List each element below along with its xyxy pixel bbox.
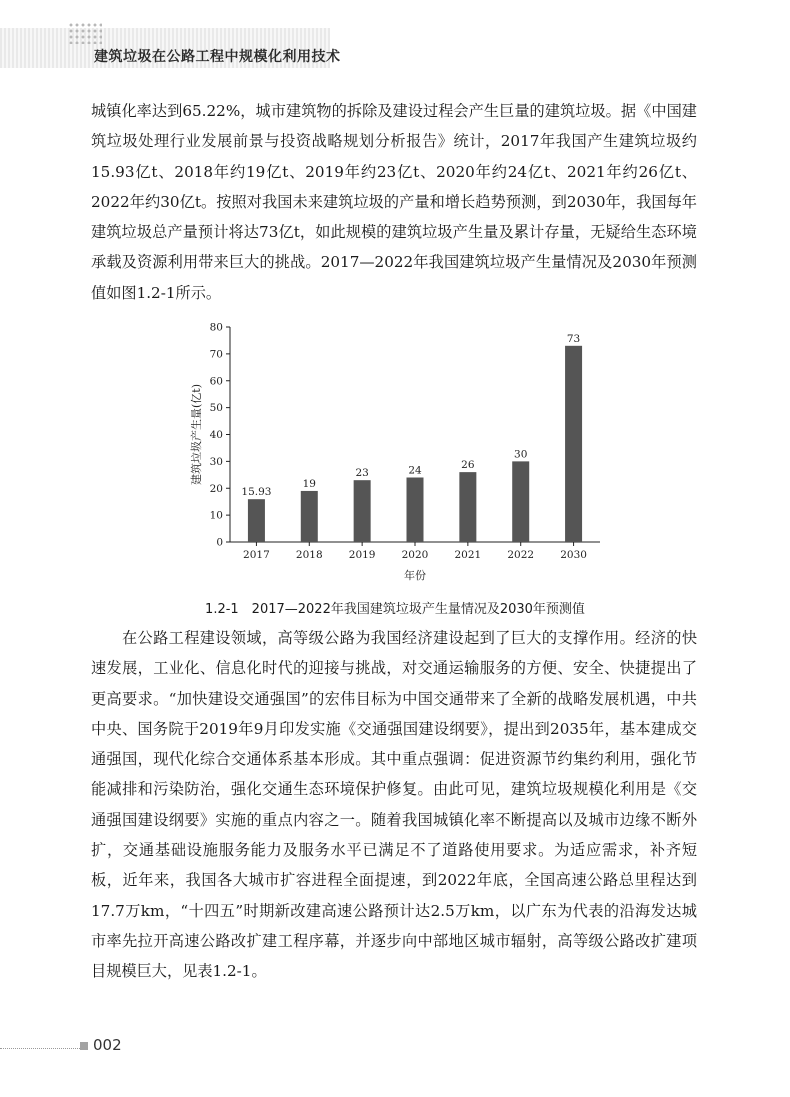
y-axis-title: 建筑垃圾产生量(亿t) [190,383,203,486]
bar-2017 [248,499,265,542]
x-axis-title: 年份 [404,569,426,582]
x-tick-label-2020: 2020 [401,549,429,561]
x-tick-label-2022: 2022 [507,549,535,561]
y-tick-label: 30 [209,455,223,468]
data-label-2019: 23 [355,467,369,480]
x-tick-label-2019: 2019 [348,549,376,561]
data-label-2021: 26 [461,459,475,472]
x-tick-label-2021: 2021 [454,549,482,561]
bar-chart [180,315,610,585]
header-dot-pattern [68,22,102,44]
data-label-2020: 24 [408,464,422,477]
data-label-2017: 15.93 [241,486,272,499]
bar-2022 [512,461,529,542]
bar-2021 [459,472,476,542]
body-paragraph-1: 城镇化率达到65.22%，城市建筑物的拆除及建设过程会产生巨量的建筑垃圾。据《中国建筑垃圾处理行业发展前景与投资战略规划分析报告》统计，2017年我国产生建筑垃圾约15.93亿t、2018年约19亿t、2019年约23亿t、2020年约24亿t、2021年约26亿t、2022年约30亿t。按照对我国未来建筑垃圾的产量和增长趋势预测，到2030年，我国每年建筑垃圾总产量预计将达73亿t，如此规模的建筑垃圾产生量及累计存量，无疑给生态环境承载及资源利用带来巨大的挑战。2017—2022年我国建筑垃圾产生量情况及2030年预测值如图1.2-1所示。 [91,102,697,302]
y-tick-label: 10 [209,509,223,522]
page-number: 002 [93,1036,122,1054]
y-tick-label: 50 [209,402,223,415]
y-tick-label: 0 [216,536,223,549]
running-header-title: 建筑垃圾在公路工程中规模化利用技术 [94,49,341,65]
data-label-2022: 30 [514,448,528,461]
bar-2030 [565,346,582,542]
x-tick-label-2017: 2017 [243,549,270,561]
y-tick-label: 80 [209,321,223,334]
data-label-2030: 73 [566,332,581,345]
footer-marker [80,1042,88,1050]
data-label-2018: 19 [302,477,316,490]
bar-2020 [407,478,424,543]
bar-2018 [301,491,318,542]
bar-2019 [354,480,371,542]
y-tick-label: 70 [209,348,223,361]
y-tick-label: 20 [209,482,223,495]
body-paragraph-2: 在公路工程建设领域，高等级公路为我国经济建设起到了巨大的支撑作用。经济的快速发展，工业化、信息化时代的迎接与挑战，对交通运输服务的方便、安全、快捷提出了更高要求。“加快建设交通强国”的宏伟目标为中国交通带来了全新的战略发展机遇，中共中央、国务院于2019年9月印发实施《交通强国建设纲要》，提出到2035年，基本建成交通强国，现代化综合交通体系基本形成。其中重点强调：促进资源节约集约利用，强化节能减排和污染防治，强化交通生态环境保护修复。由此可见，建筑垃圾规模化利用是《交通强国建设纲要》实施的重点内容之一。随着我国城镇化率不断提高以及城市边缘不断外扩，交通基础设施服务能力及服务水平已满足不了道路使用要求。为适应需求，补齐短板，近年来，我国各大城市扩容进程全面提速，到2022年底，全国高速公路总里程达到17.7万km，“十四五”时期新改建高速公路预计达2.5万km，以广东为代表的沿海发达城市率先拉开高速公路改扩建工程序幕，并逐步向中部地区城市辐射，高等级公路改扩建项目规模巨大，见表1.2-1。 [91,629,697,981]
x-tick-label-2030: 2030 [560,549,587,561]
y-tick-label: 40 [209,429,223,441]
x-tick-label-2018: 2018 [295,549,323,561]
y-tick-label: 60 [209,375,223,388]
footer-rule [0,1048,86,1049]
figure-caption: 1.2-1 2017—2022年我国建筑垃圾产生量情况及2030年预测值 [205,602,585,617]
